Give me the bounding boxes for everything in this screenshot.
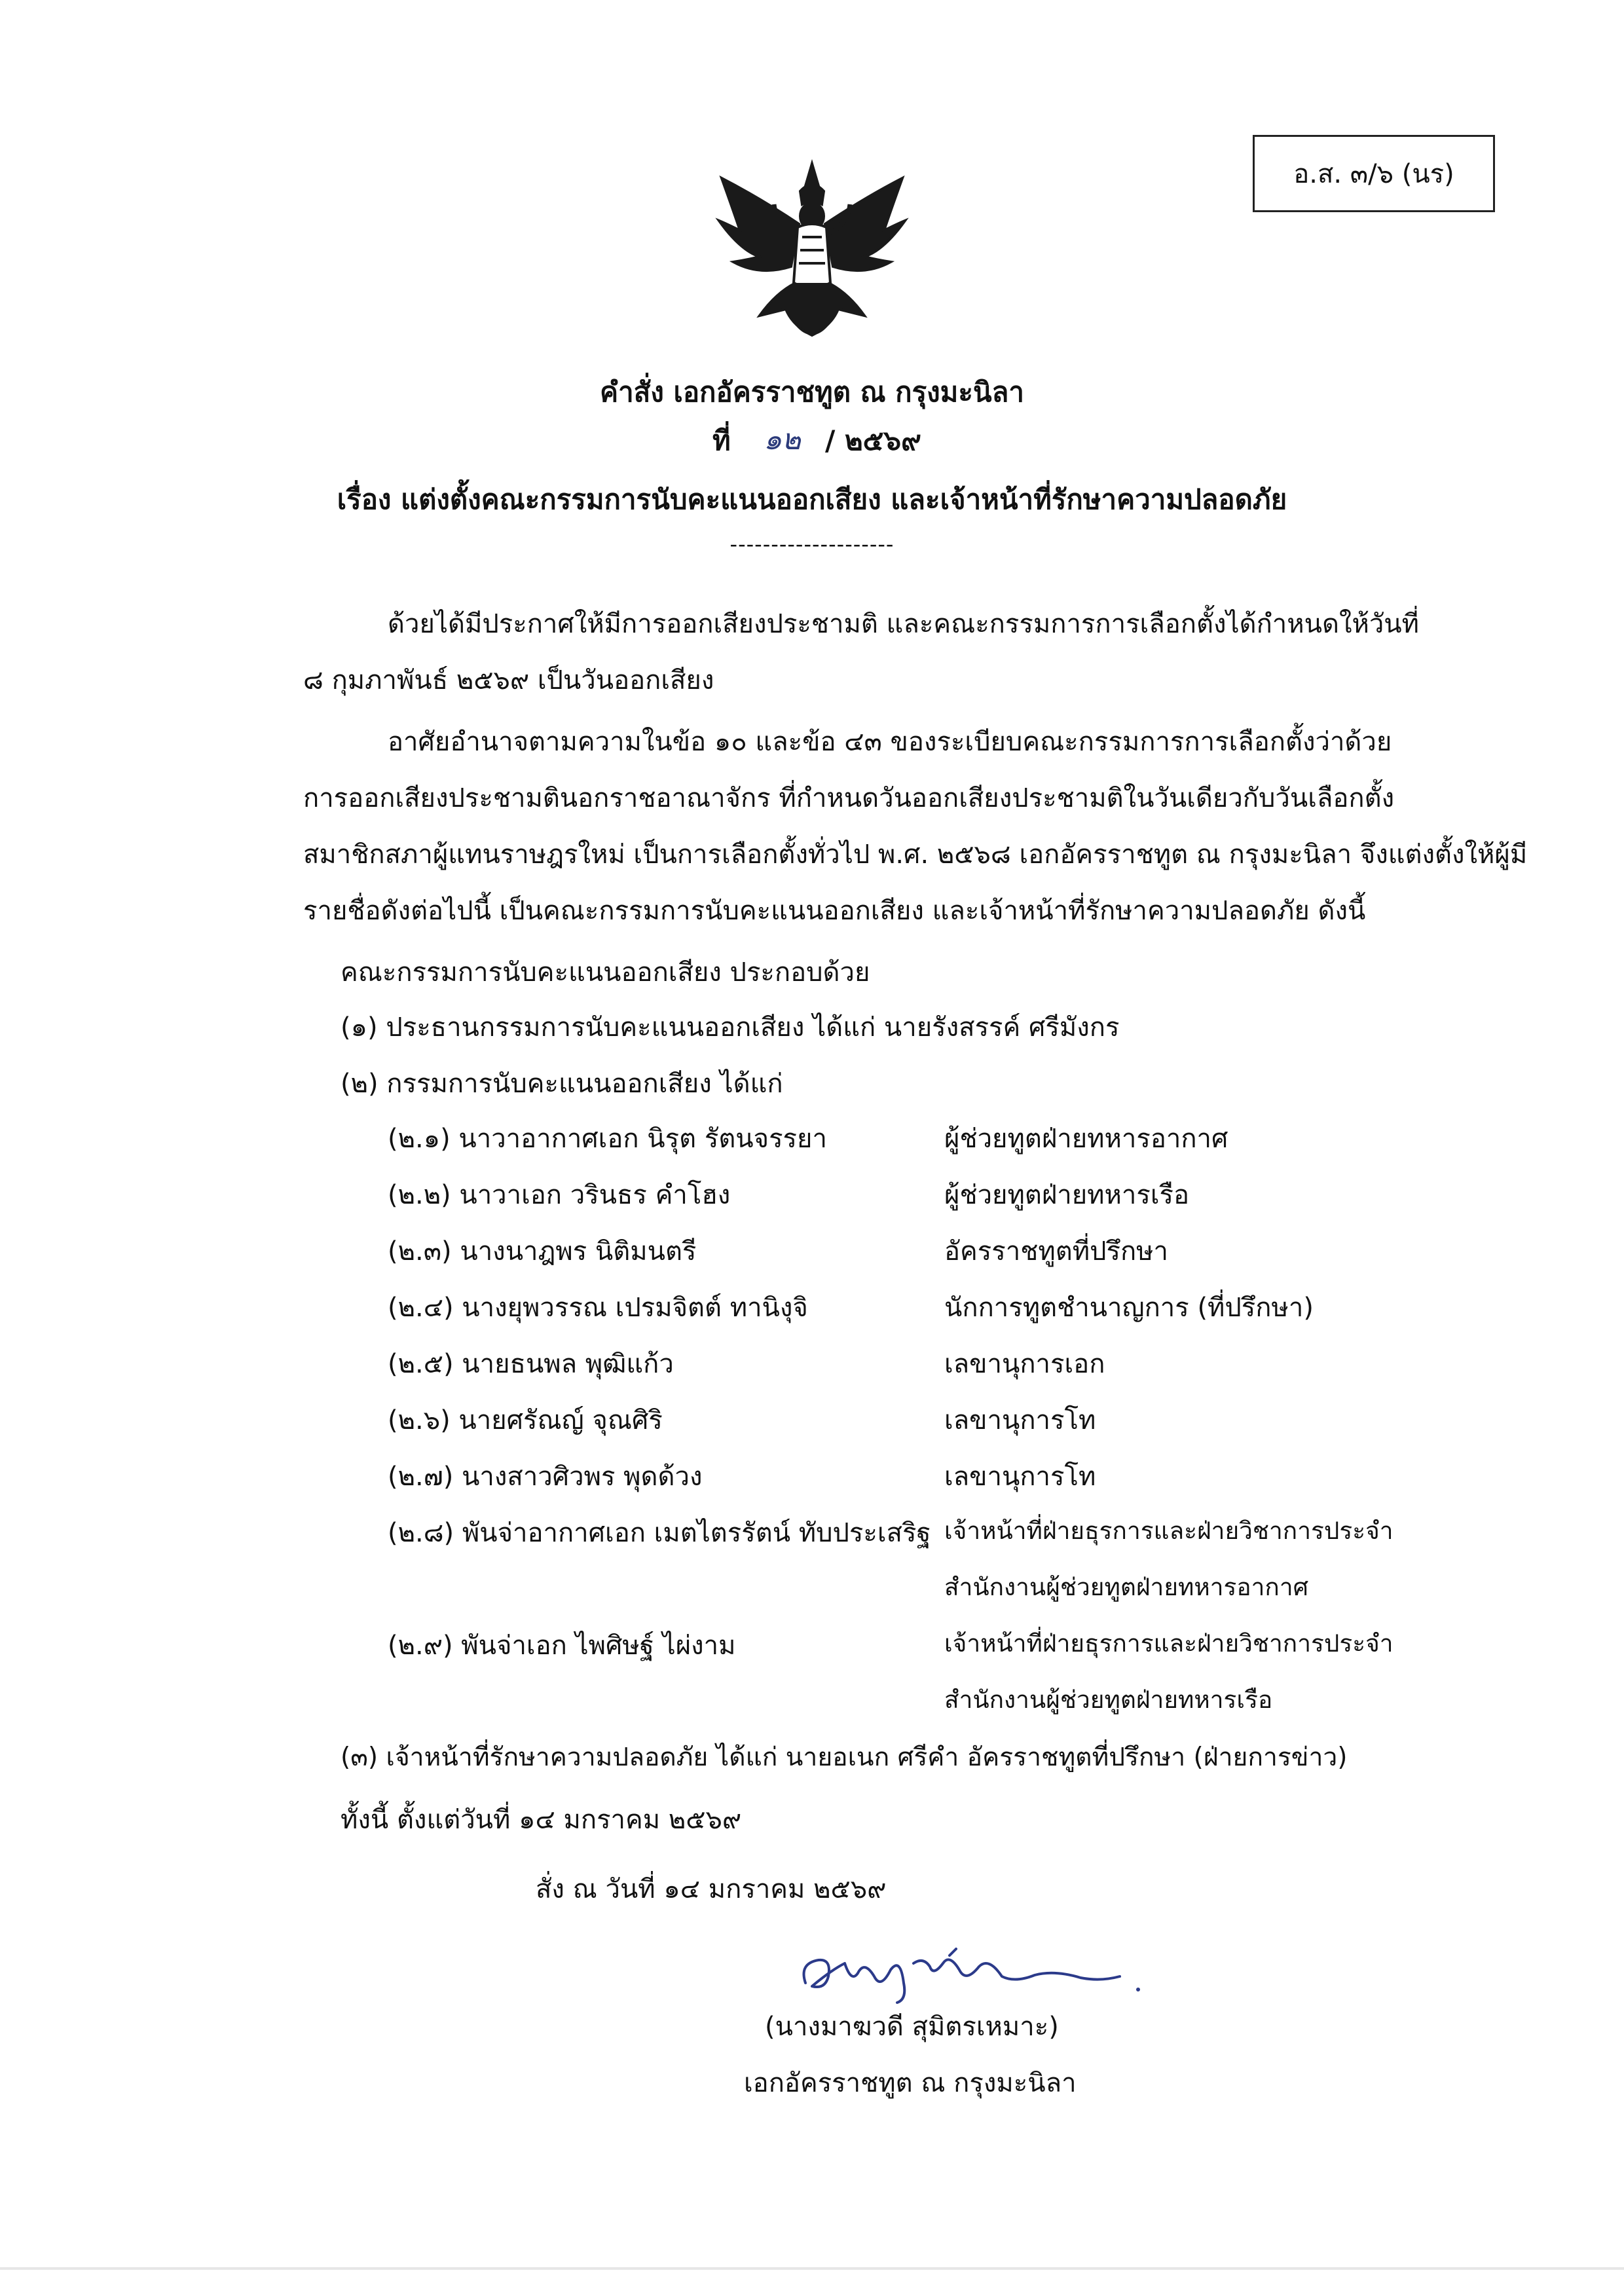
committee-heading: คณะกรรมการนับคะแนนออกเสียง ประกอบด้วย: [341, 957, 870, 988]
committee-members-heading: (๒) กรรมการนับคะแนนออกเสียง ได้แก่: [341, 1069, 783, 1099]
member-name: (๒.๒) นาวาเอก วรินธร คำโฮง: [388, 1180, 731, 1210]
member-position: เลขานุการเอก: [944, 1349, 1105, 1379]
order-number-label: ที่: [712, 424, 731, 456]
signature-icon: [792, 1937, 1146, 2009]
signer-title: เอกอัครราชทูต ณ กรุงมะนิลา: [744, 2068, 1077, 2098]
member-position: นักการทูตชำนาญการ (ที่ปรึกษา): [944, 1293, 1314, 1323]
page-footer-divider: [0, 2267, 1624, 2270]
member-position: เจ้าหน้าที่ฝ่ายธุรการและฝ่ายวิชาการประจำ: [944, 1629, 1393, 1657]
member-position: เลขานุการโท: [944, 1462, 1096, 1492]
member-position-continued: สำนักงานผู้ช่วยทูตฝ่ายทหารอากาศ: [944, 1573, 1309, 1601]
member-position: เจ้าหน้าที่ฝ่ายธุรการและฝ่ายวิชาการประจำ: [944, 1517, 1393, 1545]
paragraph-1-line-2: ๘ กุมภาพันธ์ ๒๕๖๙ เป็นวันออกเสียง: [303, 665, 714, 695]
order-number-handwritten: ๑๒: [764, 423, 801, 456]
committee-chair: (๑) ประธานกรรมการนับคะแนนออกเสียง ได้แก่ นายรังสรรค์ ศรีมังกร: [341, 1012, 1120, 1043]
paragraph-1-line-1: ด้วยได้มีประกาศให้มีการออกเสียงประชามติ และคณะกรรมการการเลือกตั้งได้กำหนดให้วันที่: [388, 609, 1420, 639]
member-name: (๒.๘) พันจ่าอากาศเอก เมตไตรรัตน์ ทับประเสริฐ: [388, 1518, 931, 1548]
form-code: อ.ส. ๓/๖ (นร): [1293, 159, 1454, 189]
member-position-continued: สำนักงานผู้ช่วยทูตฝ่ายทหารเรือ: [944, 1686, 1273, 1714]
member-position: เลขานุการโท: [944, 1405, 1096, 1435]
member-name: (๒.๗) นางสาวศิวพร พุดด้วง: [388, 1462, 703, 1492]
member-name: (๒.๙) พันจ่าเอก ไพศิษฐ์ ไผ่งาม: [388, 1631, 736, 1661]
member-position: อัครราชทูตที่ปรึกษา: [944, 1236, 1168, 1267]
garuda-emblem-icon: [714, 152, 910, 348]
subject-line: เรื่อง แต่งตั้งคณะกรรมการนับคะแนนออกเสียง และเจ้าหน้าที่รักษาความปลอดภัย: [337, 483, 1287, 515]
order-number-year: / ๒๕๖๙: [825, 424, 921, 456]
member-name: (๒.๓) นางนาฎพร นิติมนตรี: [388, 1236, 697, 1267]
security-officer: (๓) เจ้าหน้าที่รักษาความปลอดภัย ได้แก่ นายอเนก ศรีคำ อัครราชทูตที่ปรึกษา (ฝ่ายการข่าว): [341, 1743, 1348, 1772]
separator-line: --------------------: [729, 532, 895, 557]
member-name: (๒.๕) นายธนพล พุฒิแก้ว: [388, 1349, 674, 1379]
member-name: (๒.๑) นาวาอากาศเอก นิรุต รัตนจรรยา: [388, 1124, 827, 1154]
member-position: ผู้ช่วยทูตฝ่ายทหารอากาศ: [944, 1124, 1228, 1154]
paragraph-2-line-2: การออกเสียงประชามตินอกราชอาณาจักร ที่กำหนดวันออกเสียงประชามติในวันเดียวกับวันเลือกตั้ง: [303, 783, 1395, 813]
signer-name: (นางมาฆวดี สุมิตรเหมาะ): [765, 2012, 1059, 2042]
member-position: ผู้ช่วยทูตฝ่ายทหารเรือ: [944, 1180, 1190, 1210]
member-name: (๒.๔) นางยุพวรรณ เปรมจิตต์ ทานิงุจิ: [388, 1293, 808, 1323]
effective-date: ทั้งนี้ ตั้งแต่วันที่ ๑๔ มกราคม ๒๕๖๙: [341, 1805, 742, 1835]
paragraph-2-line-1: อาศัยอำนาจตามความในข้อ ๑๐ และข้อ ๔๓ ของระเบียบคณะกรรมการการเลือกตั้งว่าด้วย: [388, 727, 1392, 757]
ordered-date: สั่ง ณ วันที่ ๑๔ มกราคม ๒๕๖๙: [536, 1874, 887, 1904]
paragraph-2-line-4: รายชื่อดังต่อไปนี้ เป็นคณะกรรมการนับคะแนนออกเสียง และเจ้าหน้าที่รักษาความปลอดภัย ดังนี้: [303, 896, 1366, 926]
order-title: คำสั่ง เอกอัครราชทูต ณ กรุงมะนิลา: [600, 376, 1024, 408]
form-code-box: [1253, 135, 1495, 212]
member-name: (๒.๖) นายศรัณญ์ จุณศิริ: [388, 1405, 663, 1435]
paragraph-2-line-3: สมาชิกสภาผู้แทนราษฎรใหม่ เป็นการเลือกตั้งทั่วไป พ.ศ. ๒๕๖๘ เอกอัครราชทูต ณ กรุงมะนิลา จึงแต่งตั้งให้ผู้มี: [303, 840, 1528, 870]
